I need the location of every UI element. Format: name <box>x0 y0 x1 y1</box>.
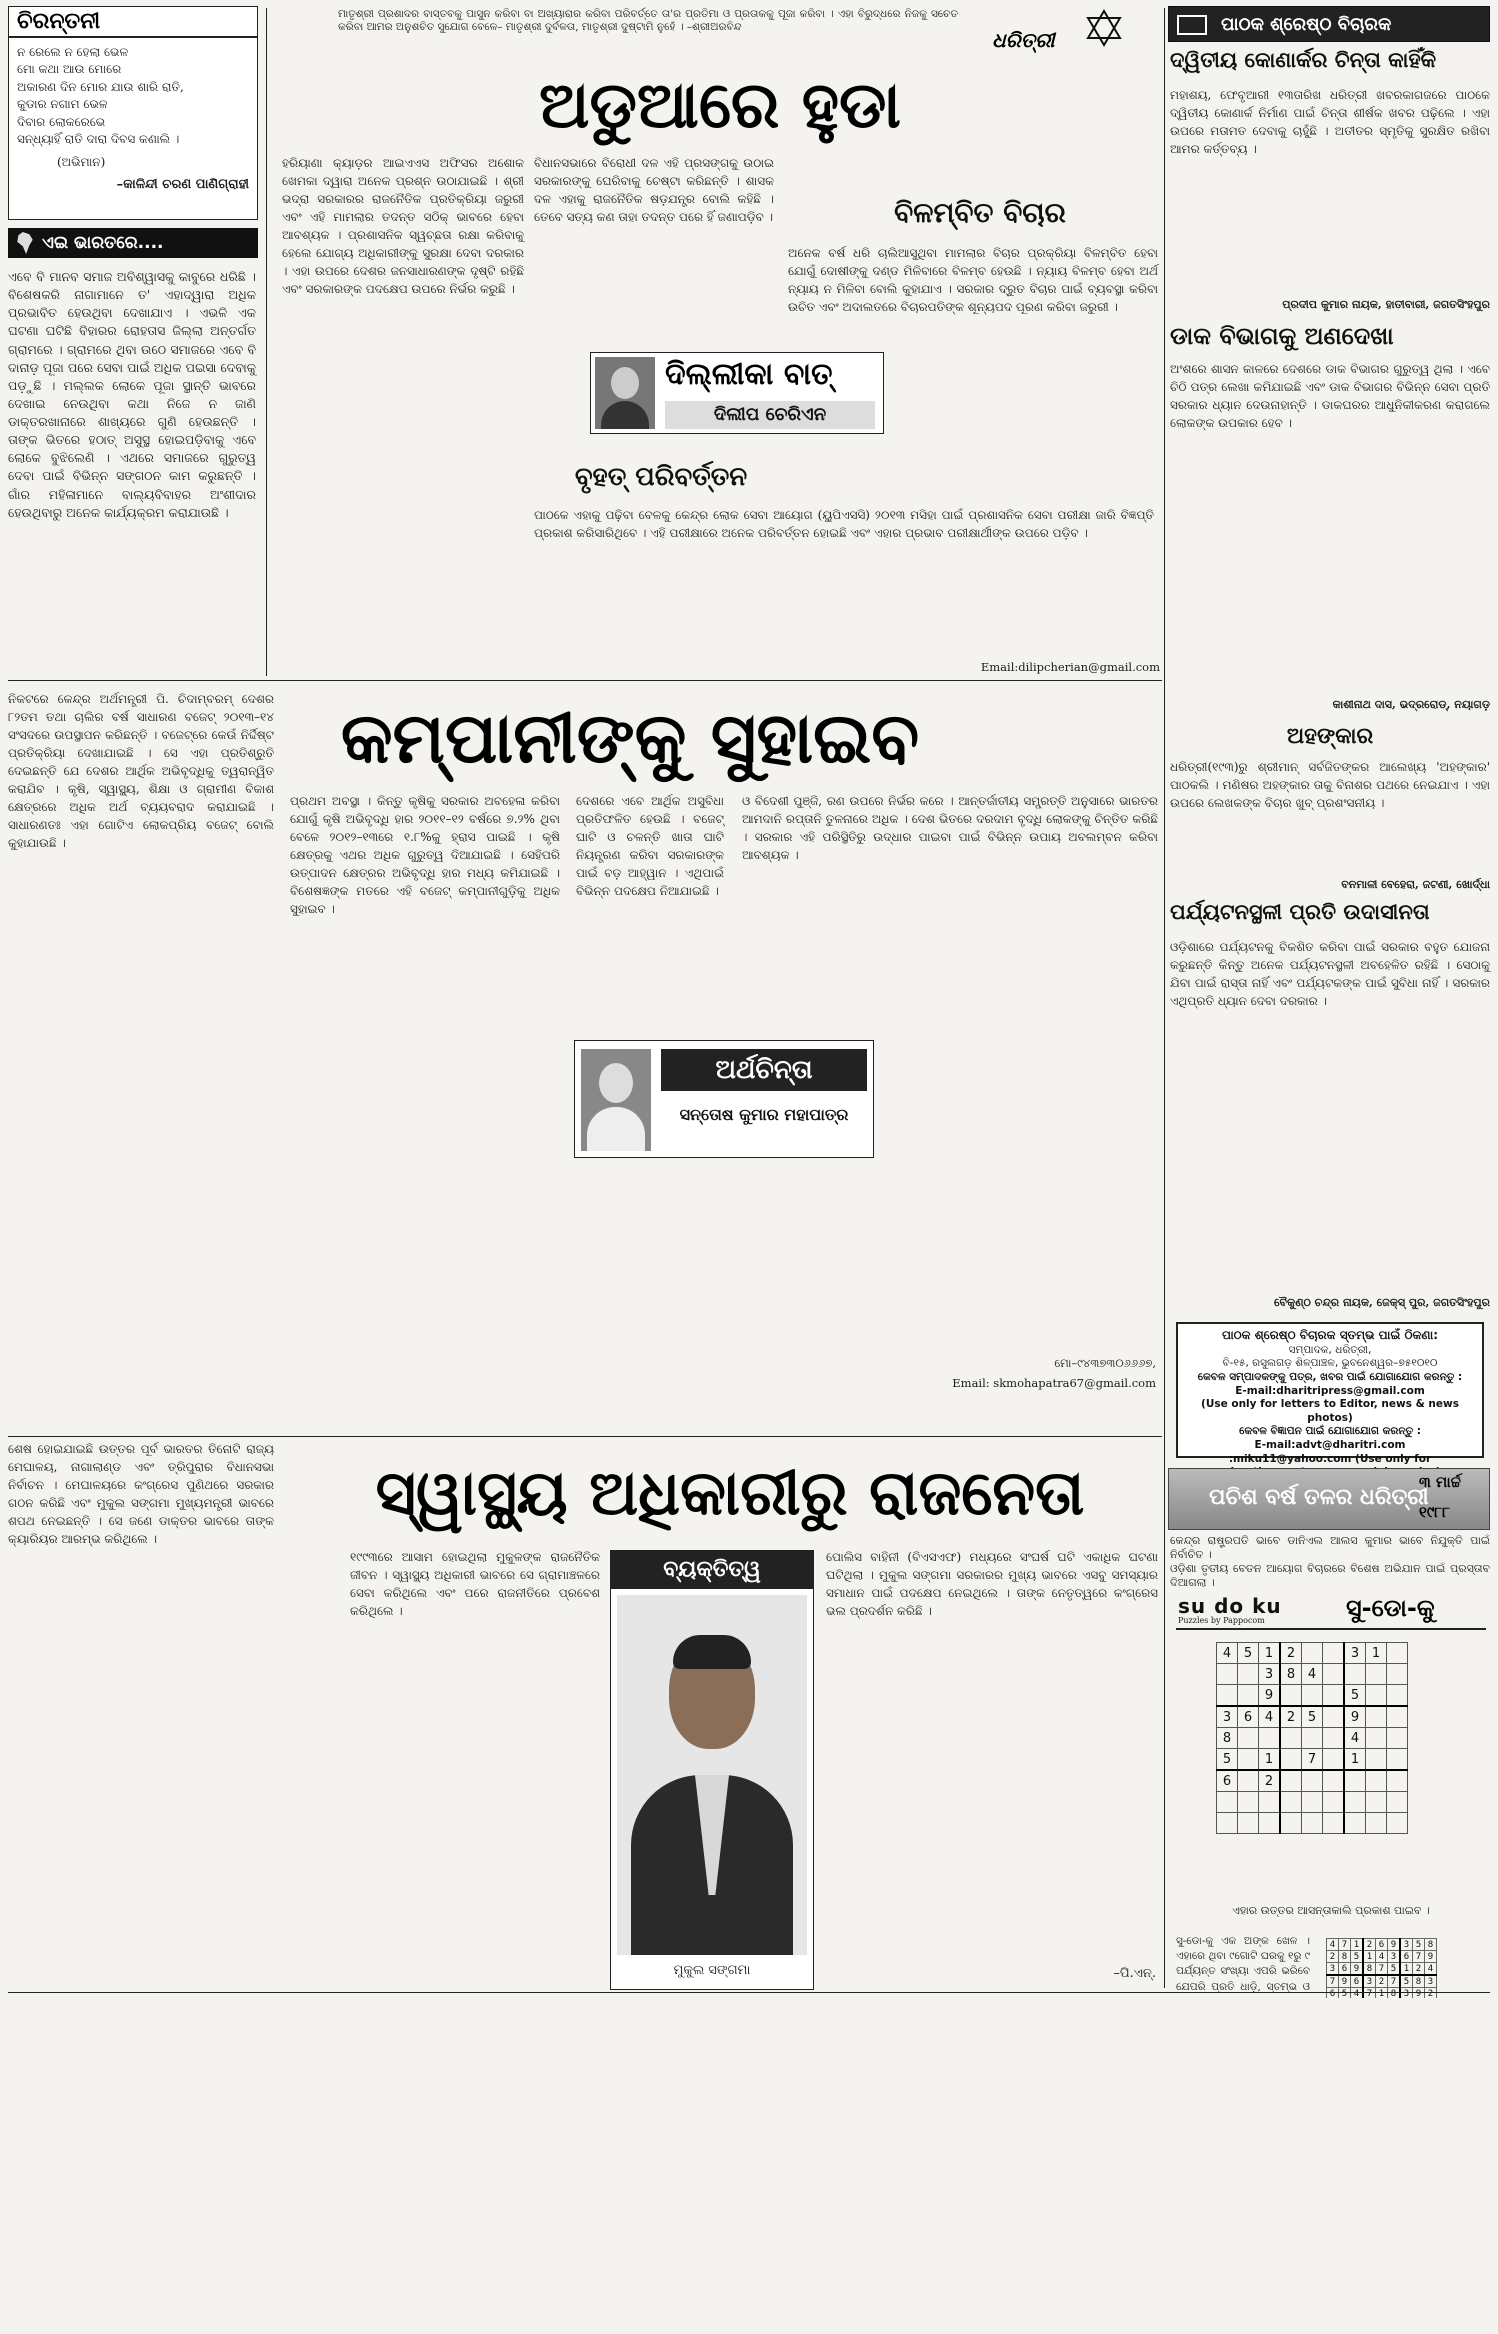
throwback-item: ଓଡ଼ିଶା ତୃତୀୟ ବେତନ ଆୟୋଗ ବିଚାରରେ ବିଶେଷ ଅଭିଯାନ ପାଇଁ ପ୍ରସ୍ତାବ ଦିଆଗଲା । <box>1170 1562 1490 1590</box>
author-photo <box>595 357 655 429</box>
sudoku-cell[interactable] <box>1344 1813 1366 1834</box>
address-line: ସମ୍ପାଦକ, ଧରିତ୍ରୀ, <box>1288 1343 1372 1356</box>
answer-cell: 5 <box>1400 1975 1413 1988</box>
answer-cell: 7 <box>1413 1951 1425 1963</box>
company-text: ପ୍ରଥମ ଅବସ୍ଥା । କିନ୍ତୁ କୃଷିକୁ ସରକାର ଅବହେଳା କରିବା ଯୋଗୁଁ କୃଷି ଅଭିବୃଦ୍ଧି ହାର ୨୦୧୧–୧୨ ବର୍ଷରେ ୭.୨% ଥିବା ବେଳେ ୨୦୧୨–୧୩ରେ ୧.୮%କୁ ହ୍ରାସ ପାଇଛି । କୃଷି କ୍ଷେତ୍ରକୁ ଏଥର ଅଧିକ ଗୁରୁତ୍ୱ ଦିଆଯାଇଛି । ସେହିପରି ଉତ୍ପାଦନ କ୍ଷେତ୍ରର ଅଭିବୃଦ୍ଧି ହାର ମଧ୍ୟ କମିଯାଇଛି । ବିଶେଷଜ୍ଞଙ୍କ ମତରେ ଏହି ବଜେଟ୍ କମ୍ପାନୀଗୁଡ଼ିକୁ ଅଧିକ ସୁହାଇବ । <box>290 794 560 916</box>
sudoku-label: ସୁ-ଡୋ-କୁ <box>1346 1594 1435 1622</box>
poem-body <box>9 38 257 201</box>
answer-cell: 2 <box>1376 1975 1388 1988</box>
sudoku-cell[interactable] <box>1302 1728 1323 1749</box>
answer-cell: 6 <box>1376 1939 1388 1951</box>
answer-cell: 3 <box>1327 1963 1339 1976</box>
sudoku-cell[interactable] <box>1238 1792 1259 1813</box>
dilli-author: ଦିଲୀପ ଚେରିଏନ <box>665 401 875 429</box>
sudoku-cell[interactable] <box>1366 1685 1387 1707</box>
company-text: ଓ ବିଦେଶୀ ପୁଞ୍ଜି, ରଣ ଉପରେ ନିର୍ଭର କରେ । ଆନ୍ତର୍ଜାତୀୟ ସମ୍ପ୍ରତ୍ତି ଅନୁସାରେ ଭାରତର ଆମଦାନି ରପ୍ତାନି ତୁଳନାରେ ଅଧିକ । ଦେଶ ଭିତରେ ଦରଦାମ ବୃଦ୍ଧି ଲୋକଙ୍କୁ ଚିନ୍ତିତ କରିଛି । ସରକାର ଏହି ପରିସ୍ଥିତିରୁ ଉଦ୍ଧାର ପାଇବା ପାଇଁ ବିଭିନ୍ନ ଉପାୟ ଅବଲମ୍ବନ କରିବା ଆବଶ୍ୟକ । <box>742 794 1158 862</box>
india-map-icon <box>14 232 36 254</box>
sudoku-cell[interactable] <box>1259 1728 1281 1749</box>
sudoku-cell[interactable] <box>1238 1749 1259 1771</box>
answer-cell: 2 <box>1413 1963 1425 1976</box>
sudoku-cell[interactable]: 2 <box>1259 1770 1281 1792</box>
poem-source: (ଅଭିମାନ) <box>57 155 106 170</box>
answer-cell: 3 <box>1400 1988 1413 2000</box>
sudoku-cell[interactable] <box>1366 1770 1387 1792</box>
answer-cell: 3 <box>1388 1951 1401 1963</box>
editorial-text: ହରିୟାଣା କ୍ୟାଡ଼ର ଆଇଏଏସ ଅଫିସର ଅଶୋକ ଖେମକା ଦ୍ୱାରା ଅନେକ ପ୍ରଶ୍ନ ଉଠାଯାଇଛି । ଶ୍ରୀ ଭଦ୍ରା ସରକାରର ରାଜନୈତିକ ପ୍ରତିକ୍ରିୟା ଜରୁରୀ ଏବଂ ଏହି ମାମଲାର ତଦନ୍ତ ସଠିକ୍ ଭାବରେ ହେବା ଆବଶ୍ୟକ । ପ୍ରଶାସନିକ ସ୍ୱଚ୍ଛତା ରକ୍ଷା କରିବାକୁ ହେଲେ ଯୋଗ୍ୟ ଅଧିକାରୀଙ୍କୁ ସୁରକ୍ଷା ଦେବା ଦରକାର । ଏହା ଉପରେ ଦେଶର ଜନସାଧାରଣଙ୍କ ଦୃଷ୍ଟି ରହିଛି ଏବଂ ସରକାରଙ୍କ ପଦକ୍ଷେପ ଉପରେ ନିର୍ଭର କରୁଛି । <box>282 156 524 296</box>
address-title: ପାଠକ ଶ୍ରେଷ୍ଠ ବିଚାରକ ସ୍ତମ୍ଭ ପାଇଁ ଠିକଣା: <box>1221 1328 1439 1342</box>
sudoku-cell[interactable] <box>1366 1728 1387 1749</box>
answer-cell: 2 <box>1327 1951 1339 1963</box>
company-col-2 <box>290 792 560 1432</box>
health-text: ଶେଷ ହୋଇଯାଇଛି ଉତ୍ତର ପୂର୍ବ ଭାରତର ତିନୋଟି ରାଜ୍ୟ ମେଘାଳୟ, ନାଗାଲାଣ୍ଡ ଏବଂ ତ୍ରିପୁରାର ବିଧାନସଭା ନିର୍ବାଚନ । ମେଘାଳୟରେ କଂଗ୍ରେସ ପୁଣିଥରେ ସରକାର ଗଠନ କରିଛି ଏବଂ ମୁକୁଲ ସଙ୍ଗମା ମୁଖ୍ୟମନ୍ତ୍ରୀ ଭାବରେ ଶପଥ ନେଇଛନ୍ତି । ସେ ଜଣେ ଡାକ୍ତର ଭାବରେ ତାଙ୍କ କ୍ୟାରିୟର ଆରମ୍ଭ କରିଥିଲେ । <box>8 1442 274 1546</box>
person-caption: ମୁକୁଲ ସଙ୍ଗମା <box>673 1963 751 1978</box>
editorial-col-1 <box>282 154 524 674</box>
sudoku-cell[interactable] <box>1366 1706 1387 1728</box>
sudoku-cell[interactable] <box>1366 1792 1387 1813</box>
bottom-margin <box>0 1998 1498 2334</box>
poem-author: –କାଳିନ୍ଦୀ ଚରଣ ପାଣିଗ୍ରାହୀ <box>116 176 249 192</box>
answer-cell: 7 <box>1376 1963 1388 1976</box>
answer-cell: 7 <box>1339 1939 1351 1951</box>
answer-cell: 1 <box>1363 1951 1376 1963</box>
health-text: ୧୯୯୩ରେ ଆସାମ ହୋଇଥିଲା ମୁକୁଳଙ୍କ ରାଜନୈତିକ ଜୀବନ । ସ୍ୱାସ୍ଥ୍ୟ ଅଧିକାରୀ ଭାବରେ ସେ ଗ୍ରାମାଞ୍ଚଳରେ ସେବା କରିଥିଲେ ଏବଂ ପରେ ରାଜନୀତିରେ ପ୍ରବେଶ କରିଥିଲେ । <box>350 1550 600 1618</box>
sudoku-cell[interactable] <box>1366 1813 1387 1834</box>
letter-sig-4: ବୈକୁଣ୍ଠ ଚନ୍ଦ୍ର ନାୟକ, ଜେକ୍ସ୍ ପୁର, ଜଗତସିଂହପୁର <box>1274 1296 1490 1309</box>
editorial-text: ଅନେକ ବର୍ଷ ଧରି ଚାଲିଆସୁଥିବା ମାମଲାର ବିଚାର ପ୍ରକ୍ରିୟା ବିଳମ୍ବିତ ହେବା ଯୋଗୁଁ ଦୋଷୀଙ୍କୁ ଦଣ୍ଡ ମିଳିବାରେ ବିଳମ୍ବ ହେଉଛି । ନ୍ୟାୟ ବିଳମ୍ବ ହେବା ଅର୍ଥ ନ୍ୟାୟ ନ ମିଳିବା ବୋଲି କୁହାଯାଏ । ସରକାର ଦ୍ରୁତ ବିଚାର ପାଇଁ ବ୍ୟବସ୍ଥା କରିବା ଉଚିତ ଏବଂ ଅଦାଲତରେ ବିଚାରପତିଙ୍କ ଶୂନ୍ୟପଦ ପୂରଣ କରିବା ଜରୁରୀ । <box>788 246 1158 314</box>
dilli-box <box>590 352 884 434</box>
arthachinta-box <box>574 1040 874 1158</box>
health-sign: –ପି.ଏନ୍. <box>1113 1966 1156 1981</box>
bharata-article: ଏବେ ବି ମାନବ ସମାଜ ଅବିଶ୍ୱାସକୁ କାବୁରେ ଧରିଛି । ବିଶେଷକରି ନାଗାମାନେ ତ' ଏହାଦ୍ୱାରା ଅଧିକ ପ୍ରଭାବିତ ହେଉଥିବା ଦେଖାଯାଏ । ଏଭଳି ଏକ ଘଟଣା ଘଟିଛି ବିହାରର ରୋହତାସ ଜିଲ୍ଲା ଅନ୍ତର୍ଗତ ଗ୍ରାମରେ । ଗ୍ରାମରେ ଥିବା ଉଠେ ସମାଜରେ ଏବେ ବି ଦାନାଡ଼ ପୂଜା ପରେ ସେବା ପାଇଁ ଅଧିକ ପଇସା ଦେବାକୁ ପଡ଼ୁଛି । ମଲ୍ଲକ ଲୋକେ ପୂଜା ସ୍ଥାନ୍ତି ଭାବରେ ଦେଖାଇ ନେଉଥିବା କଥା ନିଜେ ନ ଜାଣି ଡାକ୍ତରଖାନାରେ ଶାଖ୍ୟରେ ଗୁଣି ହେଉଛନ୍ତି । ତାଙ୍କ ଭିତରେ ହଠାତ୍ ଅସୁସ୍ଥ ହୋଇପଡ଼ିବାକୁ ଏବେ ଲୋକେ ବୁଝିଲେଣି । ଏଥରେ ସମାଜରେ ଗୁରୁତ୍ୱ ଦେବା ପାଇଁ ବିଭିନ୍ନ ସଙ୍ଗଠନ କାମ କରୁଛନ୍ତି । ଗାଁର ମହିଳାମାନେ ବାଲ୍ୟବିବାହର ଅଂଶୀଦାର ହେଉଥିବାରୁ ଅନେକ କାର୍ଯ୍ୟକ୍ରମ କରାଯାଉଛି । <box>8 269 256 520</box>
address-line: (Use only for letters to Editor, news & news photos) <box>1201 1398 1459 1424</box>
answer-cell: 5 <box>1388 1963 1401 1976</box>
answer-cell: 1 <box>1400 1963 1413 1976</box>
address-box <box>1176 1322 1484 1465</box>
company-headline: କମ୍ପାନୀଙ୍କୁ ସୁହାଇବ <box>340 697 920 779</box>
sudoku-cell[interactable]: 5 <box>1344 1685 1366 1707</box>
sudoku-cell[interactable] <box>1280 1728 1302 1749</box>
sudoku-cell[interactable] <box>1280 1813 1302 1834</box>
answer-cell: 8 <box>1339 1951 1351 1963</box>
answer-cell: 3 <box>1363 1975 1376 1988</box>
letter-body-1 <box>1170 86 1490 296</box>
divider <box>1164 8 1165 1988</box>
sudoku-cell[interactable] <box>1280 1685 1302 1707</box>
person-photo-box <box>610 1550 814 1990</box>
answer-cell: 3 <box>1400 1939 1413 1951</box>
sudoku-cell[interactable] <box>1387 1728 1408 1749</box>
sudoku-cell[interactable]: 1 <box>1259 1749 1281 1771</box>
answer-cell: 8 <box>1425 1939 1437 1951</box>
sudoku-cell[interactable] <box>1344 1792 1366 1813</box>
answer-cell: 5 <box>1339 1988 1351 2000</box>
letter-heading-2: ଡାକ ବିଭାଗକୁ ଅଣଦେଖା <box>1170 322 1394 350</box>
sudoku-cell[interactable]: 1 <box>1344 1749 1366 1771</box>
sudoku-cell[interactable]: 4 <box>1217 1643 1238 1664</box>
answer-cell: 8 <box>1388 1988 1401 2000</box>
poem-line: ମୋ କଥା ଆଉ ମୋରେ <box>17 62 122 77</box>
address-line: ବି-୧୫, ରସୁଲଗଡ଼ ଶିଳ୍ପାଞ୍ଚଳ, ଭୁବନେଶ୍ୱର–୭୫୧୦୧୦ <box>1222 1357 1438 1370</box>
sudoku-cell[interactable] <box>1259 1813 1281 1834</box>
sudoku-cell[interactable] <box>1280 1749 1302 1771</box>
envelope-icon <box>1177 15 1207 35</box>
sudoku-cell[interactable]: 3 <box>1259 1664 1281 1685</box>
sudoku-cell[interactable] <box>1323 1685 1345 1707</box>
bharata-label <box>8 228 258 258</box>
sudoku-cell[interactable]: 8 <box>1280 1664 1302 1685</box>
divider <box>8 1436 1162 1437</box>
sudoku-cell[interactable]: 9 <box>1259 1685 1281 1707</box>
letter-text: ଓଡ଼ିଶାରେ ପର୍ଯ୍ୟଟନକୁ ବିକଶିତ କରିବା ପାଇଁ ସରକାର ବହୁତ ଯୋଜନା କରୁଛନ୍ତି କିନ୍ତୁ ଅନେକ ପର୍ଯ୍ୟଟନସ୍ଥଳୀ ଅବହେଳିତ ରହିଛି । ସେଠାକୁ ଯିବା ପାଇଁ ରାସ୍ତା ନାହିଁ ଏବଂ ପର୍ଯ୍ୟଟକଙ୍କ ପାଇଁ ସୁବିଧା ନାହିଁ । ସରକାର ଏଥିପ୍ରତି ଧ୍ୟାନ ଦେବା ଦରକାର । <box>1170 940 1490 1008</box>
dilli-title: ଦିଲ୍ଲୀକା ବାତ୍ <box>665 357 833 392</box>
throwback-banner <box>1168 1468 1490 1530</box>
poem-line: କୁଡାର ନଗାମ ଭେଳ <box>17 97 108 112</box>
answer-cell: 1 <box>1376 1988 1388 2000</box>
sudoku-cell[interactable] <box>1302 1813 1323 1834</box>
address-line: କେବଳ ସମ୍ପାଦକଙ୍କୁ ପତ୍ର, ଖବର ପାଇଁ ଯୋଗାଯୋଗ କରନ୍ତୁ : <box>1197 1370 1463 1383</box>
answer-cell: 7 <box>1327 1975 1339 1988</box>
letter-heading-1: ଦ୍ୱିତୀୟ କୋଣାର୍କର ଚିନ୍ତା କାହିଁକି <box>1170 48 1437 72</box>
arthachinta-label: ଅର୍ଥଚିନ୍ତା <box>661 1049 867 1091</box>
star-emblem-icon <box>1084 8 1124 48</box>
sudoku-cell[interactable] <box>1387 1792 1408 1813</box>
sudoku-cell[interactable] <box>1217 1792 1238 1813</box>
sudoku-cell[interactable]: 3 <box>1344 1643 1366 1664</box>
editorial-text: ବିଧାନସଭାରେ ବିରୋଧୀ ଦଳ ଏହି ପ୍ରସଙ୍ଗକୁ ଉଠାଇ ସରକାରଙ୍କୁ ଘେରିବାକୁ ଚେଷ୍ଟା କରିଛନ୍ତି । ଶାସକ ଦଳ ଏହାକୁ ରାଜନୈତିକ ଷଡ଼ଯନ୍ତ୍ର ବୋଲି କହିଛି । ତେବେ ସତ୍ୟ କଣ ତାହା ତଦନ୍ତ ପରେ ହିଁ ଜଣାପଡ଼ିବ । <box>534 156 774 224</box>
sudoku-cell[interactable] <box>1387 1770 1408 1792</box>
sudoku-cell[interactable]: 6 <box>1217 1770 1238 1792</box>
sudoku-cell[interactable] <box>1280 1770 1302 1792</box>
sudoku-cell[interactable] <box>1217 1685 1238 1707</box>
health-headline: ସ୍ୱାସ୍ଥ୍ୟ ଅଧିକାରୀରୁ ରାଜନେତା <box>375 1456 1085 1529</box>
answer-cell: 5 <box>1351 1951 1364 1963</box>
answer-cell: 4 <box>1327 1939 1339 1951</box>
sudoku-cell[interactable] <box>1387 1685 1408 1707</box>
sudoku-cell[interactable]: 6 <box>1238 1706 1259 1728</box>
sudoku-cell[interactable] <box>1259 1792 1281 1813</box>
sudoku-cell[interactable] <box>1302 1792 1323 1813</box>
letter-heading-3: ଅହଙ୍କାର <box>1286 724 1374 749</box>
letter-heading-4: ପର୍ଯ୍ୟଟନସ୍ଥଳୀ ପ୍ରତି ଉଦାସୀନତା <box>1170 900 1430 924</box>
sudoku-grid[interactable] <box>1216 1642 1436 1862</box>
quote-text: ମାତୃଶ୍ରୀ ପ୍ରଶାଦର ବାସ୍ତବକୁ ପାସୁନ କରିବା ବା ଅଖ୍ୟାରାର କରିବା ପରିବର୍ତ୍ତେ ତା'ର ପ୍ରତିମା ଓ ପ୍ରତାକକୁ ପୂଜା କରିବା । ଏହା ବିରୁଦ୍ଧରେ ନିଜକୁ ସଚେତ କରିବା ଆମର ଅନୁଶଚିତ ସୁଯୋଗ ବେଳେ– ମାତୃଶ୍ରୀ ଦୁର୍ବଳତା, ମାତୃଶ୍ରୀ ଦୁଷ୍ଟାମି ନୁହେଁ । –ଶ୍ରୀଅରବିନ୍ଦ <box>338 8 959 34</box>
letter-sig-2: କାଶୀନାଥ ଦାସ, ଭଦ୍ରରୋଡ୍, ନୟାଗଡ଼ <box>1332 698 1490 711</box>
sudoku-cell[interactable] <box>1387 1706 1408 1728</box>
letter-text: ଅଂଶରେ ଶାସନ କାଳରେ ଦେଶରେ ଡାକ ବିଭାଗର ଗୁରୁତ୍ୱ ଥିଲା । ଏବେ ଚିଠି ପତ୍ର ଲେଖା କମିଯାଇଛି ଏବଂ ଡାକ ବିଭାଗର ବିଭିନ୍ନ ସେବା ପ୍ରତି ସରକାର ଧ୍ୟାନ ଦେଉନାହାନ୍ତି । ଡାକଘରର ଆଧୁନିକୀକରଣ କରାଗଲେ ଲୋକଙ୍କ ଉପକାର ହେବ । <box>1170 362 1490 430</box>
sudoku-cell[interactable] <box>1217 1664 1238 1685</box>
sudoku-cell[interactable]: 3 <box>1217 1706 1238 1728</box>
answer-cell: 9 <box>1351 1963 1364 1976</box>
sudoku-cell[interactable] <box>1280 1792 1302 1813</box>
company-text: ନିକଟରେ କେନ୍ଦ୍ର ଅର୍ଥମନ୍ତ୍ରୀ ପି. ଚିଦାମ୍ବରମ୍ ଦେଶର ୮୨ତମ ତଥା ଚାଲିର ବର୍ଷ ସାଧାରଣ ବଜେଟ୍ ୨୦୧୩–୧୪ ସଂସଦରେ ଉପସ୍ଥାପନ କରିଛନ୍ତି । ବଜେଟ୍ରେ କେଉଁ ନିର୍ଦ୍ଦିଷ୍ଟ ପ୍ରତିକ୍ରିୟା ଦେଖାଯାଇଛି । ସେ ଏହା ପ୍ରତିଶ୍ରୁତି ଦେଇଛନ୍ତି ଯେ ଦେଶର ଆର୍ଥିକ ଅଭିବୃଦ୍ଧିକୁ ତ୍ୱରାନ୍ୱିତ କରାଯିବ । କୃଷି, ସ୍ୱାସ୍ଥ୍ୟ, ଶିକ୍ଷା ଓ ଗ୍ରାମୀଣ ବିକାଶ କ୍ଷେତ୍ରରେ ଅଧିକ ଅର୍ଥ ବ୍ୟୟବରାଦ କରାଯାଇଛି । ସାଧାରଣତଃ ଏହା ଗୋଟିଏ ଲୋକପ୍ରିୟ ବଜେଟ୍ ବୋଲି କୁହାଯାଉଛି । <box>8 692 274 850</box>
answer-cell: 9 <box>1413 1988 1425 2000</box>
health-col-3 <box>826 1548 1158 1984</box>
sudoku-cell[interactable] <box>1323 1664 1345 1685</box>
logo-text: ଧରିତ୍ରୀ <box>992 28 1055 52</box>
answer-cell: 7 <box>1363 1988 1376 2000</box>
answer-cell: 8 <box>1413 1975 1425 1988</box>
answer-cell: 5 <box>1413 1939 1425 1951</box>
poem-line: ଦିବାର ଲୋକରେଭେ <box>17 114 106 129</box>
sudoku-cell[interactable]: 8 <box>1217 1728 1238 1749</box>
answer-cell: 8 <box>1363 1963 1376 1976</box>
company-col-3 <box>576 792 724 992</box>
sudoku-cell[interactable] <box>1302 1643 1323 1664</box>
sudoku-cell[interactable] <box>1238 1813 1259 1834</box>
person-photo <box>617 1595 807 1955</box>
letter-body-3 <box>1170 758 1490 878</box>
advt-email-2[interactable]: :miku11@yahoo.com (Use only for <box>1228 1452 1432 1465</box>
poem-line: ଅକାରଣ ଦିନ ମୋର ଯାଉ ଶାରି ରାତି, <box>17 79 184 94</box>
bharata-text <box>8 268 256 668</box>
sudoku-brand: su do ku <box>1178 1594 1282 1618</box>
sudoku-header <box>1176 1592 1486 1630</box>
health-col-2 <box>350 1548 600 1988</box>
sudoku-cell[interactable] <box>1302 1770 1323 1792</box>
sudoku-puzzles-by: Puzzles by Pappocom <box>1178 1616 1265 1625</box>
throwback-item: କେନ୍ଦ୍ର ରାଷ୍ଟ୍ରପତି ଭାବେ ଡାନିଏଲ ଆଲସ କୁମାର ଭାବେ ନିଯୁକ୍ତି ପାଇଁ ନିର୍ବାଚିତ । <box>1170 1534 1490 1562</box>
sudoku-cell[interactable] <box>1323 1728 1345 1749</box>
divider <box>266 8 267 676</box>
author-photo <box>581 1049 651 1151</box>
throwback-items <box>1170 1534 1490 1590</box>
sudoku-cell[interactable] <box>1323 1813 1345 1834</box>
sudoku-cell[interactable]: 5 <box>1238 1643 1259 1664</box>
company-phone: ମୋ–୯୪୩୭୩୦୬୬୬୭, <box>1054 1356 1156 1370</box>
answer-cell: 6 <box>1351 1975 1364 1988</box>
company-text: ଦେଶରେ ଏବେ ଆର୍ଥିକ ଅସୁବିଧା ପ୍ରତିଫଳିତ ହେଉଛି । ବଜେଟ୍ ଘାଟି ଓ ଚଳନ୍ତି ଖାତା ଘାଟି ନିୟନ୍ତ୍ରଣ କରିବା ସରକାରଙ୍କ ପାଇଁ ବଡ଼ ଆହ୍ୱାନ । ଏଥିପାଇଁ ବିଭିନ୍ନ ପଦକ୍ଷେପ ନିଆଯାଇଛି । <box>576 794 724 898</box>
letter-text: ଧରିତ୍ରୀ(୧୯୩)ରୁ ଶ୍ରୀମାନ୍ ସର୍ବଜିତଙ୍କର ଆଲେଖ୍ୟ 'ଅହଙ୍କାର' ପାଠକଲି । ମଣିଷର ଅହଙ୍କାର ତାକୁ ବିନାଶର ପଥରେ ନେଇଯାଏ । ଏହା ଉପରେ ଲେଖକଙ୍କ ବିଚାର ଖୁବ୍ ପ୍ରଶଂସନୀୟ । <box>1170 760 1490 810</box>
answer-cell: 4 <box>1376 1951 1388 1963</box>
sudoku-cell[interactable] <box>1323 1792 1345 1813</box>
person-label: ବ୍ୟକ୍ତିତ୍ୱ <box>611 1551 813 1589</box>
throwback-year: ୧୯୮୮ <box>1419 1503 1450 1521</box>
answer-cell: 7 <box>1388 1975 1401 1988</box>
sudoku-cell[interactable]: 2 <box>1280 1706 1302 1728</box>
health-text: ପୋଲିସ ବାହିନୀ (ବିଏସଏଫ) ମଧ୍ୟରେ ସଂଘର୍ଷ ଘଟି ଏକାଧିକ ଘଟଣା ଘଟିଥିଲା । ମୁକୁଲ ସଙ୍ଗମା ସରକାରର ମୁଖ୍ୟ ଭାବରେ ଏସବୁ ସମସ୍ୟାର ସମାଧାନ ପାଇଁ ପଦକ୍ଷେପ ନେଇଥିଲେ । ତାଙ୍କ ନେତୃତ୍ୱରେ କଂଗ୍ରେସ ଭଲ ପ୍ରଦର୍ଶନ କରିଛି । <box>826 1550 1158 1618</box>
sub-bruhad: ବୃହତ୍ ପରିବର୍ତ୍ତନ <box>574 462 748 492</box>
poem-line: ସନ୍ଧ୍ୟାହିଁ ରାତି ଦାରା ଦିବସ କଣାଲି । <box>17 131 180 146</box>
masthead-quote <box>338 8 958 60</box>
sudoku-cell[interactable] <box>1323 1749 1345 1771</box>
sudoku-cell[interactable] <box>1323 1706 1345 1728</box>
sudoku-cell[interactable] <box>1323 1770 1345 1792</box>
health-col-1 <box>8 1440 274 1990</box>
answer-cell: 3 <box>1425 1975 1437 1988</box>
letters-banner <box>1168 6 1490 42</box>
sudoku-cell[interactable] <box>1238 1685 1259 1707</box>
poem-box <box>8 6 258 220</box>
editorial-col-2 <box>534 154 774 354</box>
answer-cell: 6 <box>1327 1988 1339 2000</box>
sudoku-cell[interactable] <box>1238 1770 1259 1792</box>
answer-cell: 6 <box>1400 1951 1413 1963</box>
divider <box>8 680 1162 681</box>
answer-cell: 1 <box>1351 1939 1364 1951</box>
address-line: କେବଳ ବିଜ୍ଞାପନ ପାଇଁ ଯୋଗାଯୋଗ କରନ୍ତୁ : <box>1239 1425 1421 1438</box>
answer-cell: 9 <box>1388 1939 1401 1951</box>
answer-cell: 4 <box>1351 1988 1364 2000</box>
arthachinta-author: ସନ୍ତୋଷ କୁମାର ମହାପାତ୍ର <box>679 1105 849 1124</box>
logo <box>988 6 1138 64</box>
sub-bilambita: ବିଳମ୍ବିତ ବିଚାର <box>894 196 1066 229</box>
letter-sig-1: ପ୍ରଦୀପ କୁମାର ନାୟକ, ହାତୀବାରୀ, ଜଗତସିଂହପୁର <box>1282 298 1490 311</box>
answer-cell: 9 <box>1339 1975 1351 1988</box>
advt-email[interactable]: E-mail:advt@dharitri.com <box>1254 1439 1406 1452</box>
company-col-1 <box>8 690 274 1430</box>
sudoku-cell[interactable] <box>1344 1664 1366 1685</box>
sudoku-cell[interactable]: 1 <box>1366 1643 1387 1664</box>
sudoku-cell[interactable] <box>1366 1749 1387 1771</box>
sudoku-cell[interactable]: 7 <box>1302 1749 1323 1771</box>
sudoku-cell[interactable]: 4 <box>1344 1728 1366 1749</box>
letter-body-2 <box>1170 360 1490 700</box>
sudoku-cell[interactable] <box>1238 1664 1259 1685</box>
letter-body-4 <box>1170 938 1490 1178</box>
sudoku-cell[interactable]: 4 <box>1259 1706 1281 1728</box>
editor-email[interactable]: E-mail:dharitripress@gmail.com <box>1235 1384 1425 1397</box>
letters-banner-text: ପାଠକ ଶ୍ରେଷ୍ଠ ବିଚାରକ <box>1221 14 1392 35</box>
sudoku-cell[interactable] <box>1323 1643 1345 1664</box>
sudoku-cell[interactable] <box>1238 1728 1259 1749</box>
sudoku-cell[interactable] <box>1387 1664 1408 1685</box>
sudoku-cell[interactable]: 5 <box>1302 1706 1323 1728</box>
dilip-email[interactable]: Email:dilipcherian@gmail.com <box>980 660 1160 674</box>
editorial-text: ପାଠକେ ଏହାକୁ ପଢ଼ିବା ବେଳକୁ କେନ୍ଦ୍ର ଲୋକ ସେବା ଆୟୋଗ (ୟୁପିଏସସି) ୨୦୧୩ ମସିହା ପାଇଁ ପ୍ରଶାସନିକ ସେବା ପରୀକ୍ଷା ଜାରି ବିଜ୍ଞପ୍ତି ପ୍ରକାଶ କରିସାରିଥିବେ । ଏହି ପରୀକ୍ଷାରେ ଅନେକ ପରିବର୍ତ୍ତନ ହୋଇଛି ଏବଂ ଏହାର ପ୍ରଭାବ ପରୀକ୍ଷାର୍ଥୀଙ୍କ ଉପରେ ପଡ଼ିବ । <box>534 508 1154 540</box>
sudoku-cell[interactable] <box>1302 1685 1323 1707</box>
sudoku-cell[interactable] <box>1366 1664 1387 1685</box>
sudoku-hint: ସୁ-ଡୋ-କୁ ଏକ ଅଙ୍କ ଖେଳ । ଏହାରେ ଥିବା ୯ଗୋଟି ଘରକୁ ୧ରୁ ୯ ପର୍ଯ୍ୟନ୍ତ ସଂଖ୍ୟା ଏପରି ଭରିବେ ଯେପରି ପ୍ରତି ଧାଡ଼ି, ସ୍ତମ୍ଭ ଓ <box>1176 1935 1310 1993</box>
sudoku-cell[interactable]: 5 <box>1217 1749 1238 1771</box>
sudoku-cell[interactable]: 9 <box>1344 1706 1366 1728</box>
editorial-col-4 <box>534 506 1154 646</box>
throwback-label: ପଚିଶ ବର୍ଷ ତଳର ଧରିତ୍ରୀ <box>1209 1485 1429 1510</box>
sudoku-cell[interactable]: 4 <box>1302 1664 1323 1685</box>
answer-cell: 2 <box>1425 1988 1437 2000</box>
sudoku-cell[interactable] <box>1387 1813 1408 1834</box>
answer-cell: 4 <box>1425 1963 1437 1976</box>
letter-sig-3: ବନମାଳୀ ବେହେରା, ଜଟଣୀ, ଖୋର୍ଦ୍ଧା <box>1341 878 1490 891</box>
company-email[interactable]: Email: skmohapatra67@gmail.com <box>952 1376 1156 1390</box>
divider <box>8 1992 1490 1993</box>
bharata-label-text: ଏଇ ଭାରତରେ.... <box>42 233 164 253</box>
sudoku-cell[interactable]: 2 <box>1280 1643 1302 1664</box>
sudoku-cell[interactable] <box>1387 1749 1408 1771</box>
answer-cell: 6 <box>1339 1963 1351 1976</box>
poem-title: ଚିରନ୍ତନୀ <box>9 7 257 38</box>
sudoku-cell[interactable] <box>1344 1770 1366 1792</box>
letter-text: ମହାଶୟ, ଫେବୃଆରୀ ୧୩ତାରିଖ ଧରିତ୍ରୀ ଖବରକାଗଜରେ ପାଠକେ ଦ୍ୱିତୀୟ କୋଣାର୍କ ନିର୍ମାଣ ପାଇଁ ଚିନ୍ତା ଶୀର୍ଷକ ଖବର ପଢ଼ିଲେ । ଏହା ଉପରେ ମତାମତ ଦେବାକୁ ଚାହୁଁଛି । ଅତୀତର ସ୍ମୃତିକୁ ସୁରକ୍ଷିତ ରଖିବା ଆମର କର୍ତ୍ତବ୍ୟ । <box>1170 88 1490 156</box>
sudoku-cell[interactable] <box>1217 1813 1238 1834</box>
sudoku-cell[interactable] <box>1387 1643 1408 1664</box>
throwback-date: ୩ ମାର୍ଚ୍ଚ <box>1419 1473 1461 1491</box>
sudoku-cell[interactable]: 1 <box>1259 1643 1281 1664</box>
poem-line: ନ ରେଲେ ନ ହେଲା ଭେଳ <box>17 45 129 59</box>
answer-cell: 9 <box>1425 1951 1437 1963</box>
sudoku-answer-label: ଏହାର ଉତ୍ତର ଆସନ୍ତାକାଲି ପ୍ରକାଶ ପାଇବ । <box>1232 1904 1430 1917</box>
headline-main: ଅଡୁଆରେ ହୁଡା <box>538 69 902 143</box>
answer-cell: 2 <box>1363 1939 1376 1951</box>
